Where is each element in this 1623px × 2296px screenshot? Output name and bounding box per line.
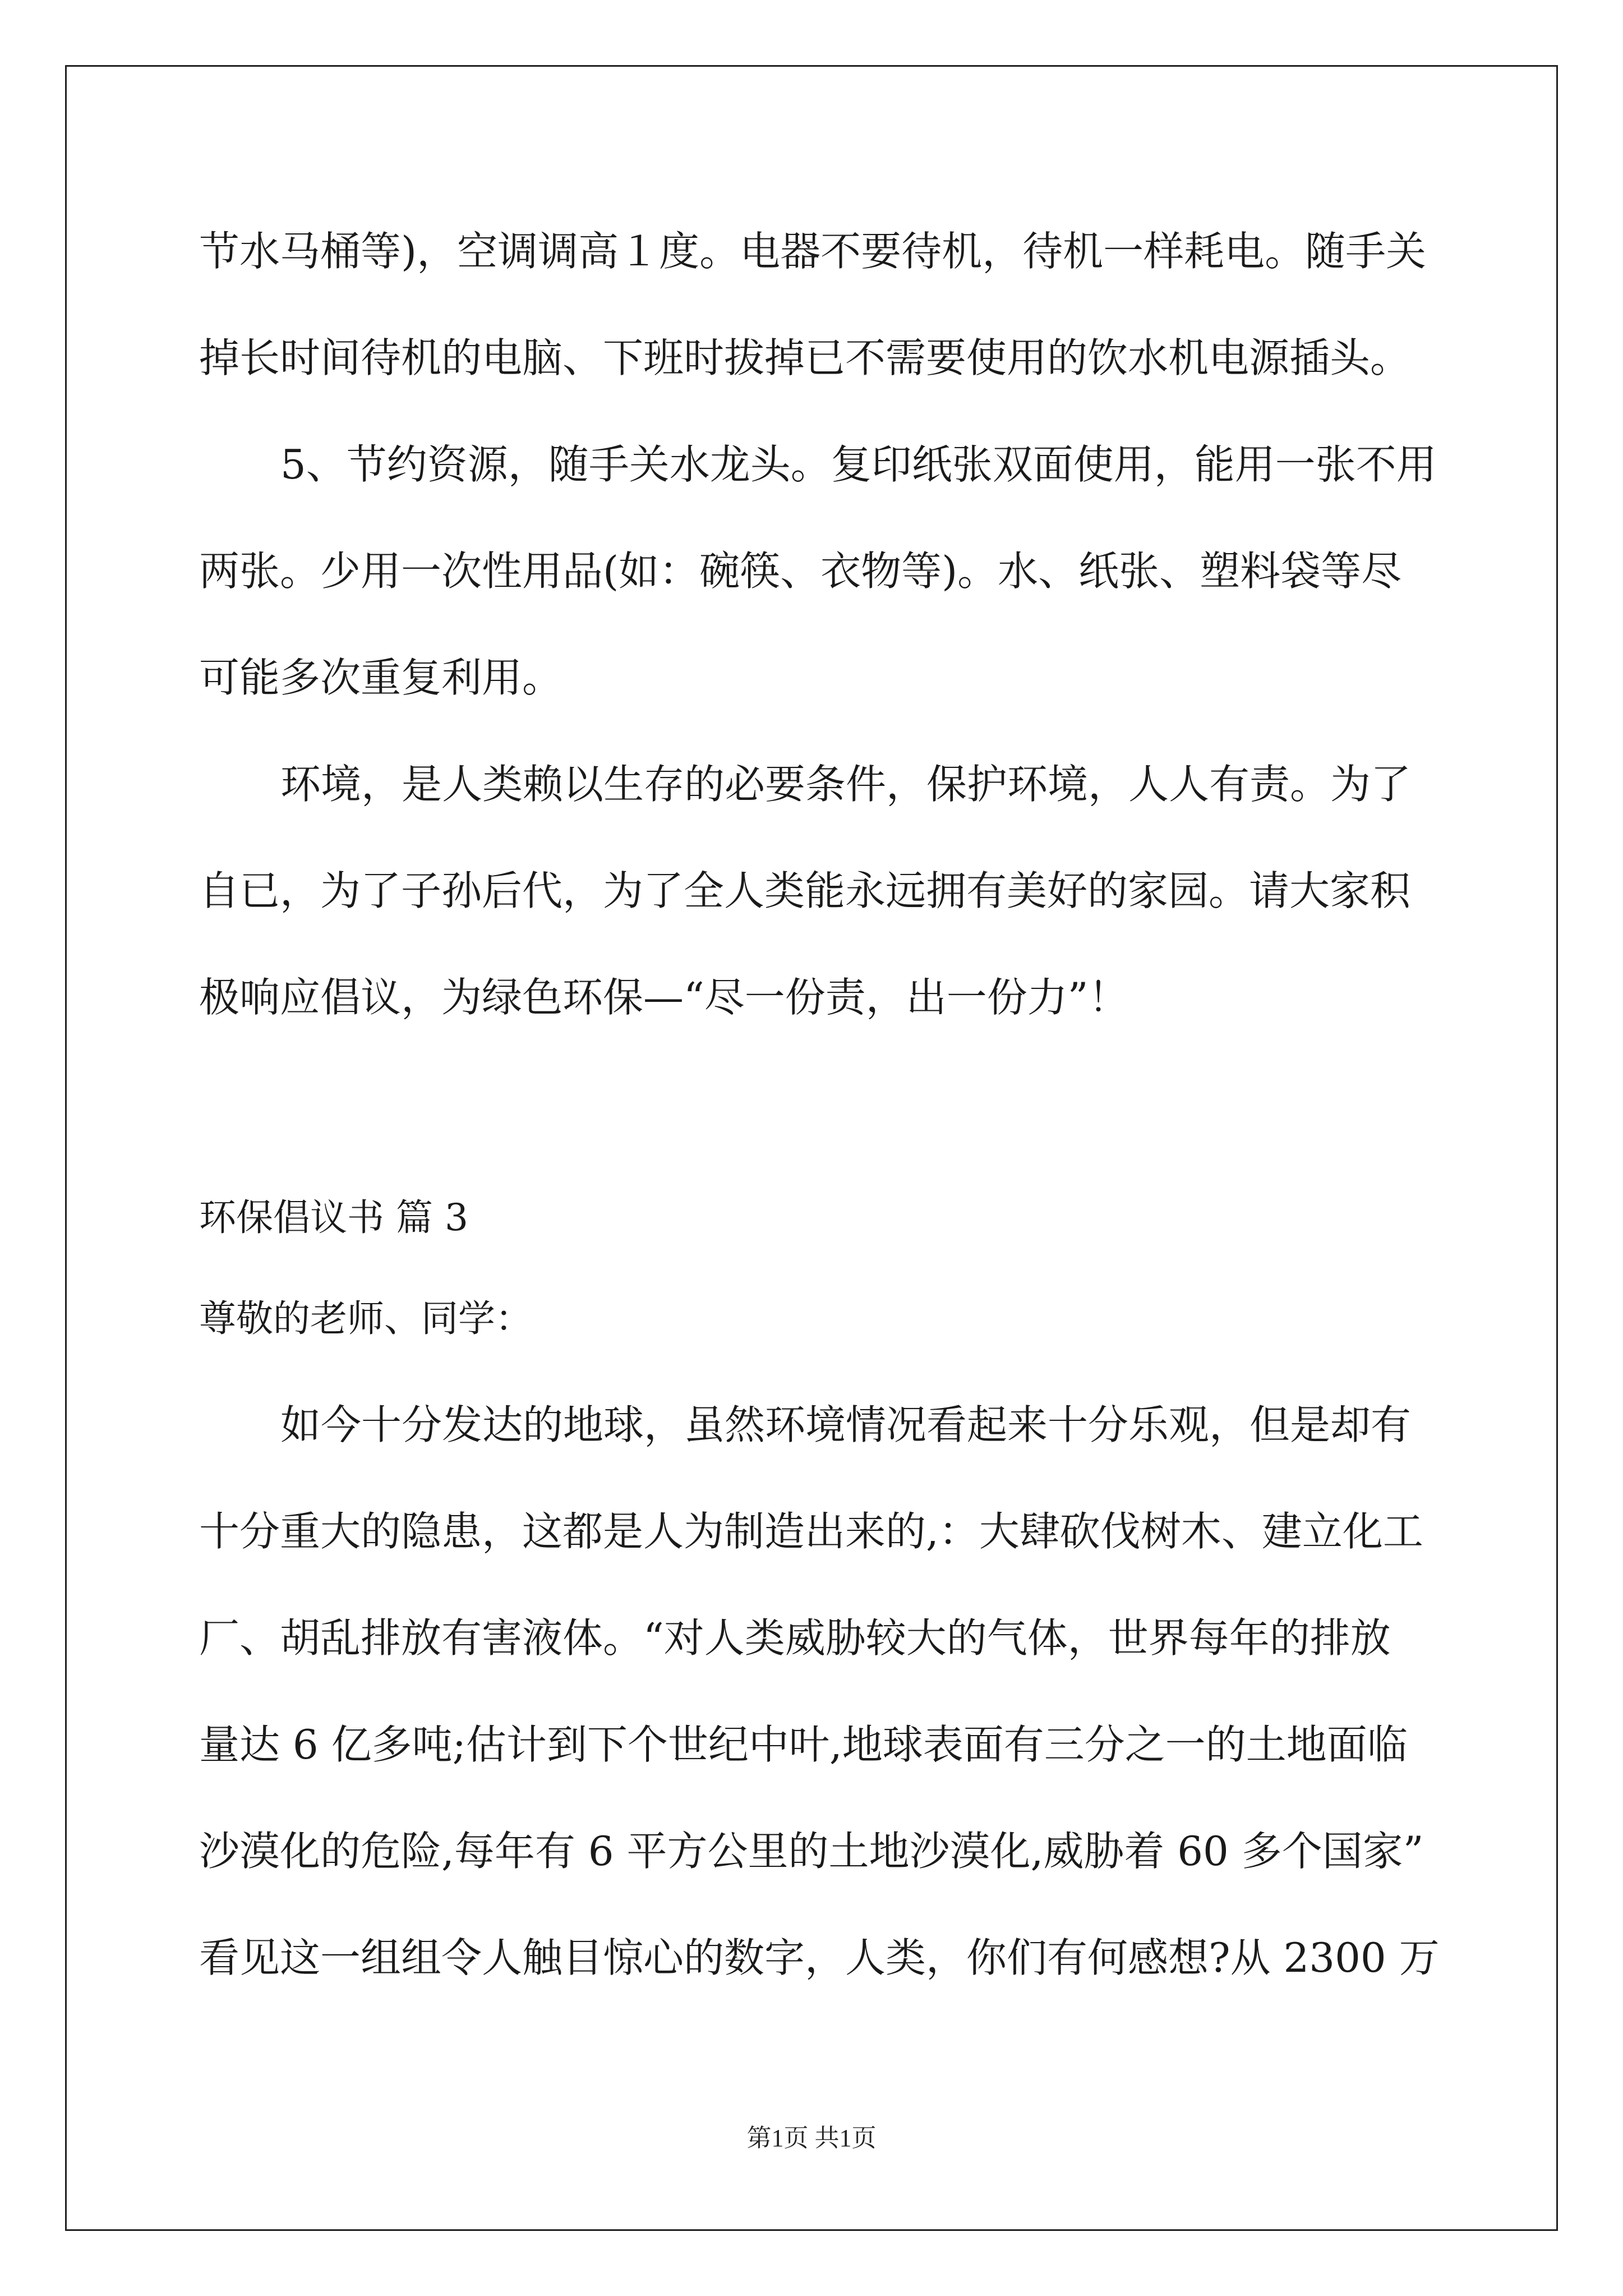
paragraph-line: 看见这一组组令人触目惊心的数字，人类，你们有何感想?从 2300 万: [199, 1934, 1440, 1981]
paragraph-line: 5、节约资源，随手关水龙头。复印纸张双面使用，能用一张不用: [280, 441, 1437, 488]
section-title: 环保倡议书 篇 3: [199, 1196, 468, 1239]
paragraph-line: 两张。少用一次性用品(如：碗筷、衣物等)。水、纸张、塑料袋等尽: [199, 547, 1402, 595]
paragraph-line: 节水马桶等)，空调调高１度。电器不要待机，待机一样耗电。随手关: [199, 228, 1427, 275]
paragraph-line: 厂、胡乱排放有害液体。“对人类威胁较大的气体，世界每年的排放: [199, 1614, 1391, 1662]
paragraph-line: 环境，是人类赖以生存的必要条件，保护环境，人人有责。为了: [280, 761, 1412, 808]
page-footer: 第1页 共1页: [746, 2124, 877, 2152]
page-border: [65, 65, 1558, 2231]
paragraph-line: 极响应倡议，为绿色环保—“尽一份责，出一份力”！: [199, 974, 1129, 1021]
paragraph-line: 自已，为了子孙后代，为了全人类能永远拥有美好的家园。请大家积: [199, 867, 1411, 914]
paragraph-line: 可能多次重复利用。: [199, 654, 563, 701]
paragraph-line: 量达 6 亿多吨;估计到下个世纪中叶,地球表面有三分之一的土地面临: [199, 1721, 1408, 1768]
paragraph-line: 沙漠化的危险,每年有 6 平方公里的土地沙漠化,威胁着 60 多个国家”: [199, 1828, 1424, 1875]
paragraph-line: 十分重大的隐患，这都是人为制造出来的,：大肆砍伐树木、建立化工: [199, 1508, 1423, 1555]
paragraph-line: 掉长时间待机的电脑、下班时拔掉已不需要使用的饮水机电源插头。: [199, 334, 1411, 381]
salutation: 尊敬的老师、同学：: [199, 1297, 532, 1340]
paragraph-line: 如今十分发达的地球，虽然环境情况看起来十分乐观，但是却有: [280, 1401, 1412, 1448]
